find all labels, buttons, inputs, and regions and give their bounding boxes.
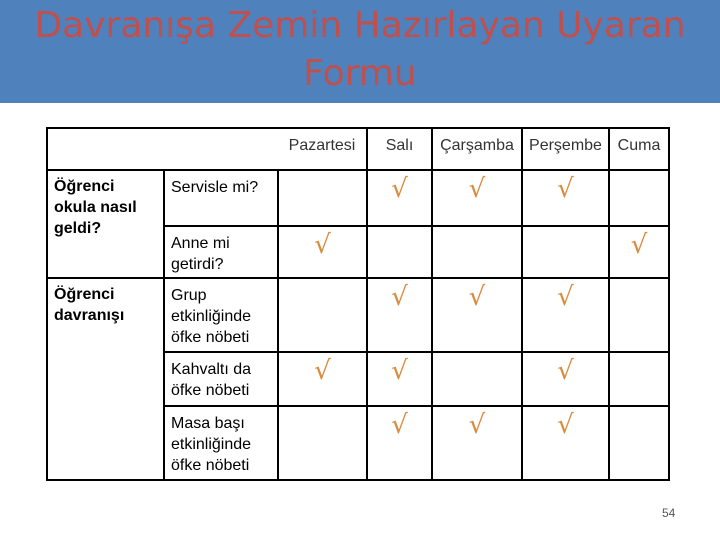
check-mark: √ — [522, 352, 609, 406]
check-mark: √ — [522, 170, 609, 226]
day-header-thursday: Perşembe — [522, 128, 609, 170]
check-mark: √ — [367, 170, 432, 226]
check-mark — [432, 352, 522, 406]
check-mark — [278, 278, 367, 352]
header-row — [47, 128, 669, 170]
header-empty-cell — [47, 128, 278, 170]
row-label: Grup etkinliğinde öfke nöbeti — [164, 278, 278, 352]
row-label: Kahvaltı da öfke nöbeti — [164, 352, 278, 406]
check-mark: √ — [278, 352, 367, 406]
row-label: Anne mi getirdi? — [164, 226, 278, 278]
table-row — [47, 170, 669, 226]
check-mark: √ — [432, 170, 522, 226]
row-label: Servisle mi? — [164, 170, 278, 226]
check-mark — [609, 170, 669, 226]
day-header-monday: Pazartesi — [278, 128, 367, 170]
check-mark — [522, 226, 609, 278]
check-mark: √ — [367, 278, 432, 352]
check-mark: √ — [278, 226, 367, 278]
check-mark — [609, 278, 669, 352]
check-mark — [609, 406, 669, 480]
check-mark — [432, 226, 522, 278]
check-mark: √ — [432, 406, 522, 480]
day-header-wednesday: Çarşamba — [432, 128, 522, 170]
check-mark — [278, 406, 367, 480]
slide-title — [0, 2, 720, 98]
check-mark: √ — [367, 406, 432, 480]
check-mark: √ — [522, 278, 609, 352]
observation-table — [46, 127, 670, 481]
check-mark: √ — [432, 278, 522, 352]
check-mark — [609, 352, 669, 406]
slide-title-line-2: Formu — [303, 53, 417, 94]
table-row — [47, 278, 669, 352]
check-mark: √ — [367, 352, 432, 406]
check-mark — [278, 170, 367, 226]
category-behavior: Öğrenci davranışı — [47, 278, 164, 480]
row-label: Masa başı etkinliğinde öfke nöbeti — [164, 406, 278, 480]
page-number: 54 — [662, 506, 676, 520]
day-header-tuesday: Salı — [367, 128, 432, 170]
check-mark: √ — [609, 226, 669, 278]
category-arrival: Öğrenci okula nasıl geldi? — [47, 170, 164, 278]
slide-title-line-1: Davranışa Zemin Hazırlayan Uyaran — [34, 5, 686, 46]
check-mark: √ — [522, 406, 609, 480]
day-header-friday: Cuma — [609, 128, 669, 170]
check-mark — [367, 226, 432, 278]
